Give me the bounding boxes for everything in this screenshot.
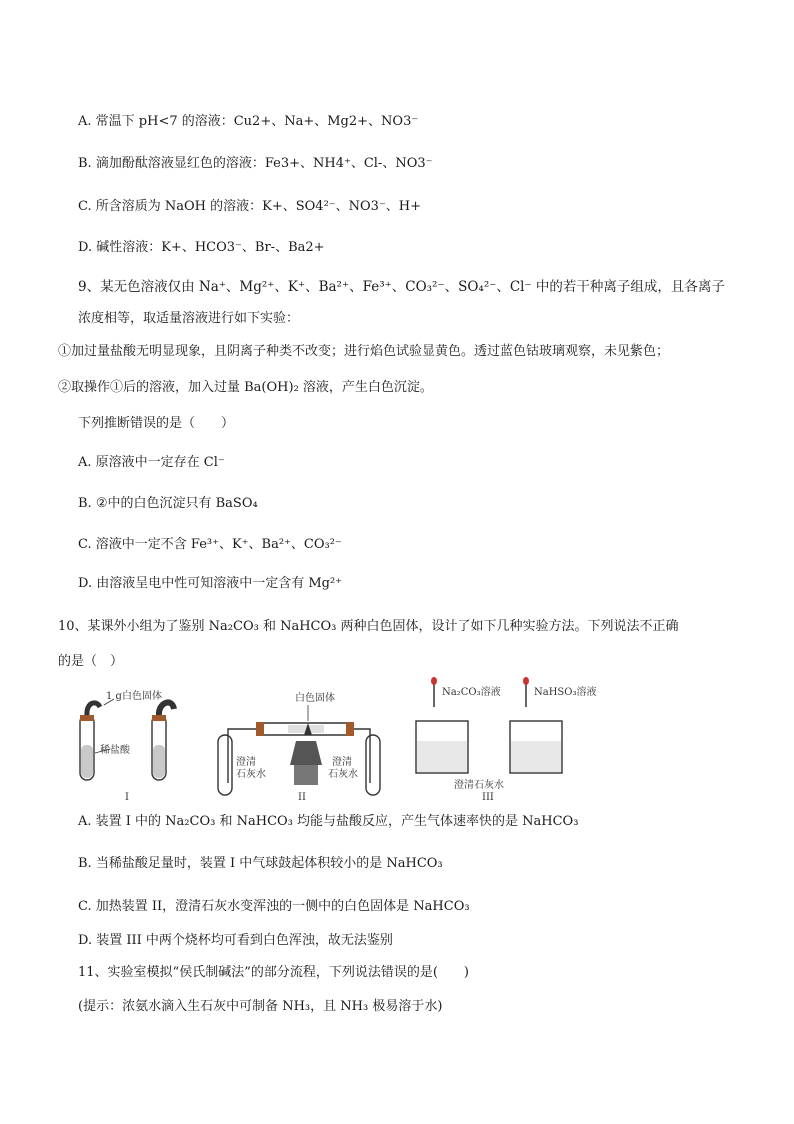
q8-option-d: D. 碱性溶液：K+、HCO3⁻、Br-、Ba2+ bbox=[78, 240, 325, 255]
label-nahso3-solution: NaHSO₃溶液 bbox=[534, 687, 597, 698]
q8-option-b: B. 滴加酚酞溶液显红色的溶液：Fe3+、NH4⁺、Cl-、NO3⁻ bbox=[78, 156, 433, 171]
apparatus-ii bbox=[218, 691, 380, 803]
q10-stem-line2: 的是（ ） bbox=[58, 654, 124, 669]
q8-option-c: C. 所含溶质为 NaOH 的溶液：K+、SO4²⁻、NO3⁻、H+ bbox=[78, 199, 422, 214]
q10-option-b: B. 当稀盐酸足量时，装置 I 中气球鼓起体积较小的是 NaHCO₃ bbox=[78, 856, 443, 871]
apparatus-iii bbox=[416, 677, 597, 803]
label-white-solid: 白色固体 bbox=[295, 693, 335, 704]
label-i: I bbox=[125, 792, 129, 803]
q9-stem-line1: 9、某无色溶液仅由 Na⁺、Mg²⁺、K⁺、Ba²⁺、Fe³⁺、CO₃²⁻、SO₄²⁻、Cl⁻ 中的若干种离子组成，且各离子 bbox=[78, 279, 725, 295]
q9-step2: ②取操作①后的溶液，加入过量 Ba(OH)₂ 溶液，产生白色沉淀。 bbox=[58, 380, 433, 395]
label-limewater-iii: 澄清石灰水 bbox=[454, 780, 504, 791]
q10-option-a: A. 装置 I 中的 Na₂CO₃ 和 NaHCO₃ 均能与盐酸反应，产生气体速率快的是 NaHCO₃ bbox=[78, 814, 579, 829]
q9-option-b: B. ②中的白色沉淀只有 BaSO₄ bbox=[78, 496, 258, 511]
q9-step1: ①加过量盐酸无明显现象，且阴离子种类不改变；进行焰色试验显黄色。透过蓝色钴玻璃观察，未见紫色； bbox=[58, 344, 670, 359]
apparatus-i bbox=[80, 689, 174, 803]
q10-option-c: C. 加热装置 II，澄清石灰水变浑浊的一侧中的白色固体是 NaHCO₃ bbox=[78, 899, 470, 914]
label-solid-1g: 1 g白色固体 bbox=[106, 691, 162, 702]
q9-stem-line2: 浓度相等，取适量溶液进行如下实验： bbox=[78, 311, 300, 326]
label-iii: III bbox=[482, 792, 494, 803]
q10-stem-line1: 10、某课外小组为了鉴别 Na₂CO₃ 和 NaHCO₃ 两种白色固体，设计了如下几种实验方法。下列说法不正确 bbox=[58, 619, 679, 634]
q9-option-d: D. 由溶液呈电中性可知溶液中一定含有 Mg²⁺ bbox=[78, 576, 343, 591]
label-na2co3-solution: Na₂CO₃溶液 bbox=[442, 687, 501, 698]
q10-option-d: D. 装置 III 中两个烧杯均可看到白色浑浊，故无法鉴别 bbox=[78, 933, 393, 948]
q11-stem: 11、实验室模拟“侯氏制碱法”的部分流程，下列说法错误的是( ) bbox=[78, 965, 469, 980]
label-dilute-hcl: 稀盐酸 bbox=[100, 745, 130, 756]
label-limewater-right: 澄清石灰水 bbox=[328, 757, 358, 780]
label-ii: II bbox=[298, 792, 306, 803]
q8-option-a: A. 常温下 pH<7 的溶液：Cu2+、Na+、Mg2+、NO3⁻ bbox=[78, 114, 419, 129]
q9-question: 下列推断错误的是（ ） bbox=[78, 416, 235, 431]
experiment-apparatus-figure bbox=[70, 675, 630, 805]
label-limewater-left: 澄清石灰水 bbox=[236, 757, 266, 780]
q9-option-c: C. 溶液中一定不含 Fe³⁺、K⁺、Ba²⁺、CO₃²⁻ bbox=[78, 537, 342, 552]
q11-hint: (提示：浓氨水滴入生石灰中可制备 NH₃，且 NH₃ 极易溶于水) bbox=[78, 999, 443, 1014]
q9-option-a: A. 原溶液中一定存在 Cl⁻ bbox=[78, 455, 225, 470]
